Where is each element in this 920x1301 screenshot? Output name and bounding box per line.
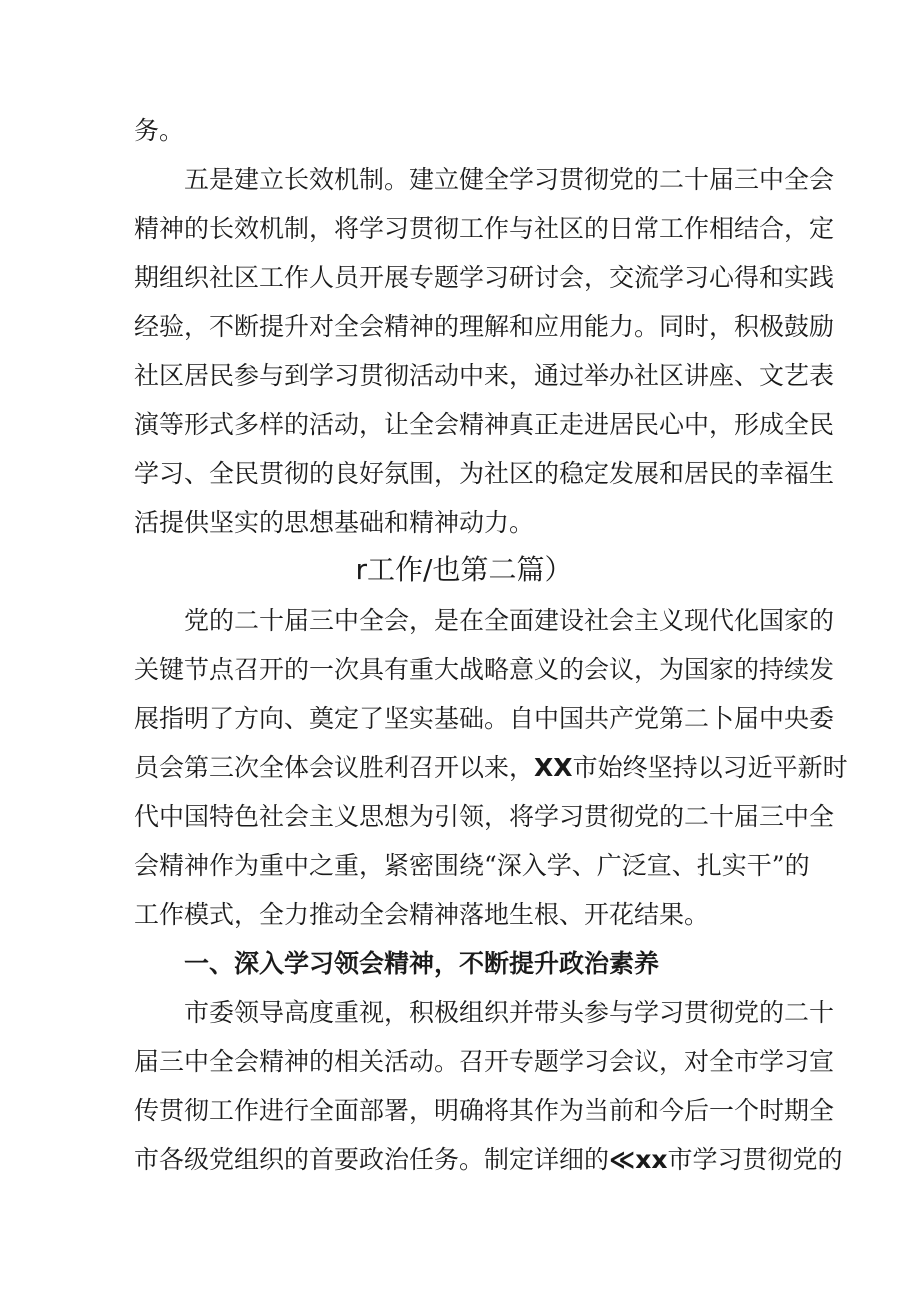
paragraph-line: 工作模式，全力推动全会精神落地生根、开花结果。 [134, 900, 710, 929]
line-text: 市始终坚持以习近平新时 [572, 753, 848, 782]
paragraph-line: 演等形式多样的活动，让全会精神真正走进居民心中，形成全民 [134, 410, 835, 439]
paragraph-line: 社区居民参与到学习贯彻活动中来，通过举办社区讲座、文艺表 [134, 361, 835, 390]
paragraph-line: 展指明了方向、奠定了坚实基础。自中国共产党第二卜届中央委 [134, 704, 835, 733]
line-text: 员会第三次全体会议胜利召开以来， [134, 753, 535, 782]
paragraph-line: 会精神作为重中之重，紧密围绕“深入学、广泛宣、扎实干”的 [134, 851, 810, 880]
paragraph-line: 学习、全民贯彻的良好氛围，为社区的稳定发展和居民的幸福生 [134, 459, 835, 488]
paragraph-line [134, 750, 848, 786]
paragraph-line: 活提供坚实的思想基础和精神动力。 [134, 508, 535, 537]
paragraph-line: 党的二十届三中全会，是在全面建设社会主义现代化国家的 [184, 606, 835, 635]
line-text: 市学习贯彻党的 [667, 1145, 843, 1174]
paragraph-line: 五是建立长效机制。建立健全学习贯彻党的二十届三中全会 [184, 165, 835, 194]
section-title: r工作/也第二篇） [355, 553, 573, 586]
paragraph-line: 务。 [134, 116, 185, 145]
document-title-placeholder: ≪xx [609, 1145, 668, 1174]
paragraph-line: 关键节点召开的一次具有重大战略意义的会议，为国家的持续发 [134, 655, 835, 684]
city-placeholder: XX [534, 753, 573, 782]
paragraph-line: 期组织社区工作人员开展专题学习研讨会，交流学习心得和实践 [134, 263, 835, 292]
paragraph-line: 经验，不断提升对全会精神的理解和应用能力。同时，积极鼓励 [134, 312, 835, 341]
paragraph-line: 精神的长效机制，将学习贯彻工作与社区的日常工作相结合，定 [134, 214, 835, 243]
paragraph-line: 市委领导高度重视，积极组织并带头参与学习贯彻党的二十 [184, 998, 835, 1027]
paragraph-line: 传贯彻工作进行全面部署，明确将其作为当前和今后一个时期全 [134, 1096, 835, 1125]
paragraph-line [134, 1142, 843, 1178]
section-subheading: 一、深入学习领会精神，不断提升政治素养 [184, 949, 660, 978]
paragraph-line: 届三中全会精神的相关活动。召开专题学习会议，对全市学习宣 [134, 1047, 835, 1076]
line-text: 市各级党组织的首要政治任务。制定详细的 [134, 1145, 610, 1174]
paragraph-line: 代中国特色社会主义思想为引领，将学习贯彻党的二十届三中全 [134, 802, 835, 831]
